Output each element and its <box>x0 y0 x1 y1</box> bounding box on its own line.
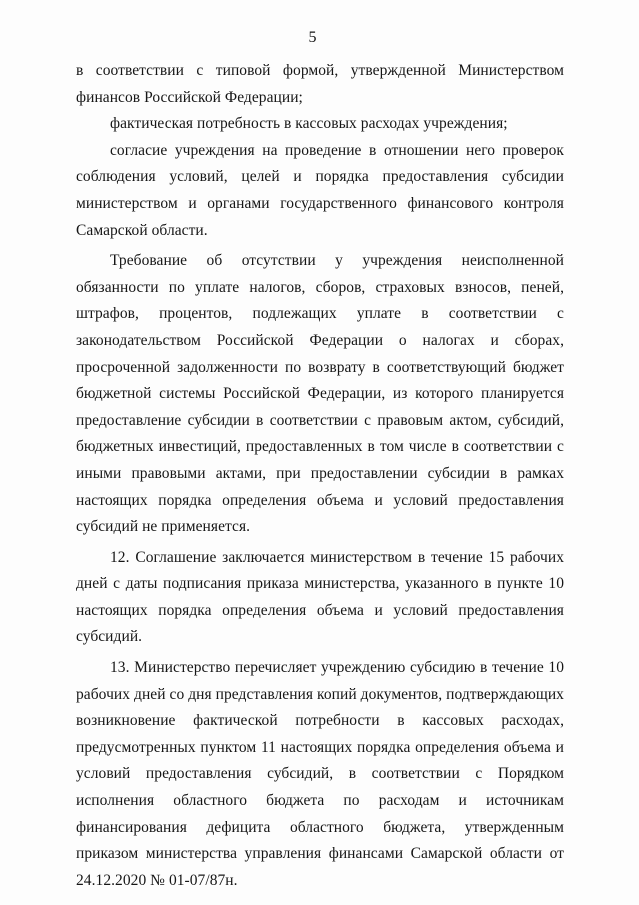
page-number: 5 <box>308 29 317 46</box>
paragraph-item-13: 13. Министерство перечисляет учреждению субсидию в течение 10 рабочих дней со дня представления копий документов, подтверждающих возникновение фактической потребности в кассовых расходах, предусмотренных пунктом 11 настоящих порядка определения объема и условий предоставления субсидий, в соответствии с Порядком исполнения областного бюджета по расходам и источникам финансирования дефицита областного бюджета, утвержденным приказом министерства управления финансами Самарской области от 24.12.2020 № 01-07/87н. <box>76 659 564 889</box>
paragraph-form-clause: в соответствии с типовой формой, утвержденной Министерством финансов Российской Федерации; <box>76 62 564 106</box>
paragraph-tax-requirement: Требование об отсутствии у учреждения неисполненной обязанности по уплате налогов, сборов, страховых взносов, пеней, штрафов, процентов, подлежащих уплате в соответствии с законодательством Российской Федерации о налогах и сборах, просроченной задолженности по возврату в соответствующий бюджет бюджетной системы Российской Федерации, из которого планируется предоставление субсидии в соответствии с правовым актом, субсидий, бюджетных инвестиций, предоставленных в том числе в соответствии с иными правовыми актами, при предоставлении субсидии в рамках настоящих порядка определения объема и условий предоставления субсидий не применяется. <box>76 252 564 536</box>
paragraph-consent-inspection: согласие учреждения на проведение в отношении него проверок соблюдения условий, целей и порядка предоставления субсидии министерством и органами государственного финансового контроля Самарской области. <box>76 141 564 239</box>
paragraph-actual-need: фактическая потребность в кассовых расходах учреждения; <box>110 115 508 133</box>
document-body <box>76 58 564 894</box>
paragraph-item-12: 12. Соглашение заключается министерством в течение 15 рабочих дней с даты подписания приказа министерства, указанного в пункте 10 настоящих порядка определения объема и условий предоставления субсидий. <box>76 548 564 646</box>
